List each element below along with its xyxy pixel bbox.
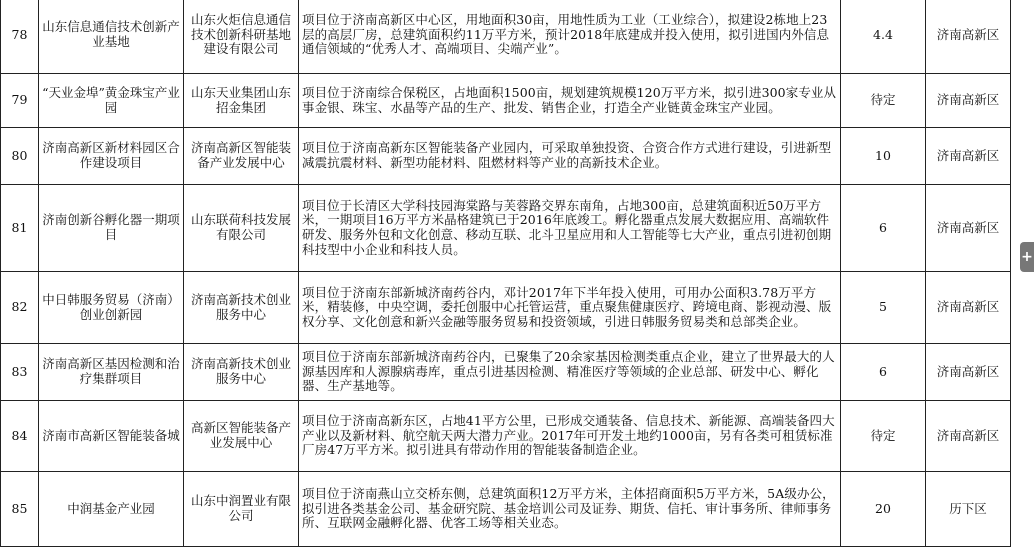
project-name: 中润基金产业园 bbox=[39, 472, 184, 547]
project-description: 项目位于济南燕山立交桥东侧，总建筑面积12万平方米，主体招商面积5万平方米，5A级办公，拟引进各类基金公司、基金研究院、基金培训公司及证券、期货、信托、审计事务所、律师事务所、互联网金融孵化器、优客工场等相关业态。 bbox=[299, 472, 841, 547]
row-number: 81 bbox=[1, 185, 39, 272]
table-row bbox=[1, 74, 1011, 128]
table-row bbox=[1, 0, 1011, 74]
project-description: 项目位于济南高新东区智能装备产业园内，可采取单独投资、合资合作方式进行建设，引进新型减震抗震材料、新型功能材料、阻燃材料等产业的高新技术企业。 bbox=[299, 128, 841, 185]
project-location: 历下区 bbox=[926, 472, 1011, 547]
row-number: 79 bbox=[1, 74, 39, 128]
project-name: 中日韩服务贸易（济南）创业创新园 bbox=[39, 272, 184, 344]
project-owner: 济南高新技术创业服务中心 bbox=[184, 344, 299, 401]
project-location: 济南高新区 bbox=[926, 401, 1011, 472]
project-description: 项目位于济南高新东区，占地41平方公里，已形成交通装备、信息技术、新能源、高端装备四大产业以及新材料、航空航天两大潜力产业。2017年可开发土地约1000亩，另有各类可租赁标准厂房47万平方米。拟引进具有带动作用的智能装备制造企业。 bbox=[299, 401, 841, 472]
project-location: 济南高新区 bbox=[926, 128, 1011, 185]
project-name: 济南市高新区智能装备城 bbox=[39, 401, 184, 472]
row-number: 84 bbox=[1, 401, 39, 472]
investment-amount: 6 bbox=[841, 185, 926, 272]
project-description: 项目位于长清区大学科技园海棠路与芙蓉路交界东南角，占地300亩，总建筑面积近50万平方米，一期项目16万平方米晶格建筑已于2016年底竣工。孵化器重点发展大数据应用、高端软件研发、服务外包和文化创意、移动互联、北斗卫星应用和人工智能等七大产业，重点引进初创期科技型中小企业和科技人员。 bbox=[299, 185, 841, 272]
investment-amount: 20 bbox=[841, 472, 926, 547]
project-name: 济南高新区新材料园区合作建设项目 bbox=[39, 128, 184, 185]
project-owner: 山东联荷科技发展有限公司 bbox=[184, 185, 299, 272]
table-row bbox=[1, 401, 1011, 472]
project-name: “天业金埠”黄金珠宝产业园 bbox=[39, 74, 184, 128]
project-description: 项目位于济南东部新城济南药谷内，邓计2017年下半年投入使用，可用办公面积3.78万平方米，精装修，中央空调，委托创服中心托管运营，重点聚焦健康医疗、跨境电商、影视动漫、版权分享、文化创意和新兴金融等服务贸易和投资领域，引进日韩服务贸易类和总部类企业。 bbox=[299, 272, 841, 344]
project-name: 济南创新谷孵化器一期项目 bbox=[39, 185, 184, 272]
table-row bbox=[1, 344, 1011, 401]
project-description: 项目位于济南综合保税区，占地面积1500亩，规划建筑规模120万平方米，拟引进300家专业从事金银、珠宝、水晶等产品的生产、批发、销售企业，打造全产业链黄金珠宝产业园。 bbox=[299, 74, 841, 128]
investment-amount: 待定 bbox=[841, 401, 926, 472]
expand-plus-icon[interactable]: + bbox=[1020, 242, 1034, 272]
project-owner: 济南高新区智能装备产业发展中心 bbox=[184, 128, 299, 185]
investment-amount: 5 bbox=[841, 272, 926, 344]
project-description: 项目位于济南高新区中心区，用地面积30亩，用地性质为工业（工业综合），拟建设2栋地上23层的高层厂房，总建筑面积约11万平方米，预计2018年底建成并投入使用，拟引进国内外信息通信领域的“优秀人才、高端项目、尖端产业”。 bbox=[299, 0, 841, 74]
row-number: 83 bbox=[1, 344, 39, 401]
project-location: 济南高新区 bbox=[926, 272, 1011, 344]
project-location: 济南高新区 bbox=[926, 0, 1011, 74]
project-location: 济南高新区 bbox=[926, 185, 1011, 272]
table-row bbox=[1, 272, 1011, 344]
row-number: 82 bbox=[1, 272, 39, 344]
table-row bbox=[1, 185, 1011, 272]
investment-amount: 待定 bbox=[841, 74, 926, 128]
project-owner: 山东天业集团山东招金集团 bbox=[184, 74, 299, 128]
table-row bbox=[1, 472, 1011, 547]
project-location: 济南高新区 bbox=[926, 74, 1011, 128]
investment-amount: 10 bbox=[841, 128, 926, 185]
project-location: 济南高新区 bbox=[926, 344, 1011, 401]
project-name: 济南高新区基因检测和治疗集群项目 bbox=[39, 344, 184, 401]
project-description: 项目位于济南东部新城济南药谷内，已聚集了20余家基因检测类重点企业，建立了世界最大的人源基因库和人源腺病毒库，重点引进基因检测、精准医疗等领域的企业总部、研发中心、孵化器、生产基地等。 bbox=[299, 344, 841, 401]
project-name: 山东信息通信技术创新产业基地 bbox=[39, 0, 184, 74]
project-owner: 高新区智能装备产业发展中心 bbox=[184, 401, 299, 472]
project-owner: 山东火炬信息通信技术创新科研基地建设有限公司 bbox=[184, 0, 299, 74]
row-number: 78 bbox=[1, 0, 39, 74]
project-owner: 山东中润置业有限公司 bbox=[184, 472, 299, 547]
project-owner: 济南高新技术创业服务中心 bbox=[184, 272, 299, 344]
table-row bbox=[1, 128, 1011, 185]
investment-amount: 4.4 bbox=[841, 0, 926, 74]
row-number: 80 bbox=[1, 128, 39, 185]
row-number: 85 bbox=[1, 472, 39, 547]
investment-amount: 6 bbox=[841, 344, 926, 401]
